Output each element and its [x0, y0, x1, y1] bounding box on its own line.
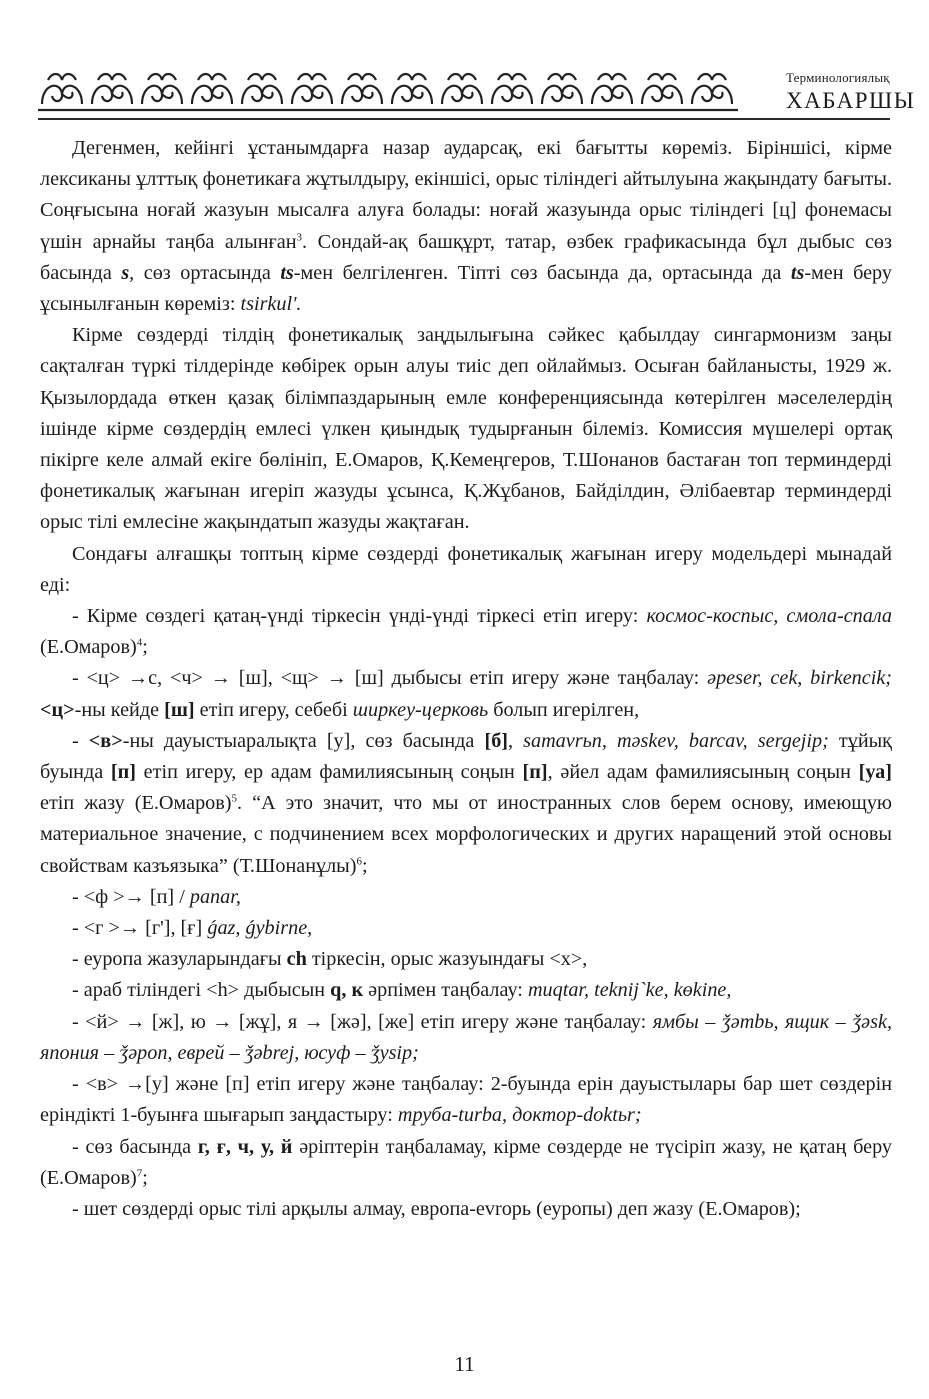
text-run: - сөз басында	[72, 1135, 198, 1158]
text-run: әpeser, cek, birkencik;	[707, 667, 893, 690]
text-run: tsirkul'.	[240, 293, 302, 316]
paragraph	[40, 1132, 892, 1194]
text-run: әріптерін таңбаламау, кірме сөздерде не түсіріп жазу, не қатаң беру (Е.Омаров)	[40, 1135, 892, 1189]
text-run: [п]	[522, 761, 548, 784]
ornament-motif	[592, 74, 632, 104]
text-run: s	[121, 261, 130, 284]
text-run: - еуропа жазуларындағы	[72, 948, 287, 971]
text-run: ;	[142, 1166, 148, 1189]
ornament-motif	[92, 74, 132, 104]
paragraph	[40, 133, 892, 320]
footnote-ref: 4	[136, 636, 143, 649]
text-run: -ны кейде	[74, 698, 165, 721]
ornament-motif	[342, 74, 382, 104]
text-run: тіркесін, орыс жазуындағы <х>,	[306, 948, 588, 971]
paragraph	[40, 539, 892, 601]
footnote-ref: 3	[296, 230, 303, 243]
journal-name-small: Терминологиялық	[786, 70, 890, 85]
ornament-motif	[642, 74, 682, 104]
text-run: . “А это значит, что мы от иностранных слов берем основу, имеющую материальное значение, с подчинением всех морфологических и других наращений этой основы свойствам казъязыка” (Т.Шонанұлы)	[40, 792, 893, 877]
page-number: 11	[454, 1352, 475, 1376]
header-rule	[38, 118, 890, 120]
text-run: ;	[361, 854, 368, 877]
paragraph	[40, 944, 892, 975]
text-run: -	[72, 729, 89, 752]
paragraph	[40, 975, 892, 1006]
text-run: г, ғ, ч, у, й	[197, 1135, 293, 1158]
text-run: -мен беру ұсынылғанын көреміз:	[40, 261, 892, 316]
text-run: muqtar, teknij`ke, kөkine,	[527, 979, 732, 1002]
text-run: космос-коспыс, смола-спала	[646, 605, 892, 628]
paragraph	[40, 663, 892, 725]
text-run: ,	[508, 729, 524, 752]
text-run: ts	[280, 261, 294, 284]
footnote-ref: 5	[231, 792, 238, 805]
ornament-motif	[542, 74, 582, 104]
ornament-motif	[442, 74, 482, 104]
text-run: ǵaz, ǵybirne,	[207, 917, 313, 940]
text-run: (Е.Омаров)	[40, 636, 137, 659]
paragraph	[40, 726, 892, 882]
text-run: [п]	[110, 761, 136, 784]
footnote-ref: 6	[356, 854, 362, 867]
kazakh-ornament-border	[38, 66, 738, 116]
journal-name-large: ХАБАРШЫ	[786, 88, 916, 113]
text-run: - <г >→ [г'], [ғ]	[72, 917, 208, 940]
text-run: -мен белгіленген. Тіпті сөз басында да, ортасында да	[293, 261, 791, 284]
text-run: тұйық буында	[40, 729, 892, 784]
ornament-motif	[492, 74, 532, 104]
paragraph	[40, 882, 892, 913]
text-run: Сондағы алғашқы топтың кірме сөздерді фонетикалық жағынан игеру модельдері мынадай еді:	[40, 542, 892, 596]
text-run: Кірме сөздерді тілдің фонетикалық заңдылығына сәйкес қабылдау сингармонизм заңы сақталған түркі тілдерінде көбірек орын алуы тиіс деп ойлаймыз. Осыған байланысты, 1929 ж. Қызылордада өткен қазақ білімпаздарының емле конференциясында көтерілген мәселелердің ішінде кірме сөздердің емлесі үлкен қиындық тудырғанын білеміз. Комиссия мүшелері ортақ пікірге келе алмай екіге бөлініп, Е.Омаров, Қ.Кемеңгеров, Т.Шонанов бастаған топ терминдерді фонетикалық жағынан игеріп жазуды ұсынса, Қ.Жұбанов, Байділдин, Әлібаевтар терминдерді орыс тілі емлесіне жақындатып жазуды жақтаған.	[40, 324, 892, 534]
text-run: - <в> →[у] және [п] етіп игеру және таңбалау: 2-буында ерін дауыстылары бар шет сөздерін еріндікті 1-буынға шығарып заңдастыру:	[40, 1073, 892, 1127]
ornament-motif	[392, 74, 432, 104]
text-run: ts	[790, 261, 805, 284]
text-run: - <ф >→ [п] /	[72, 885, 190, 908]
footnote-ref: 7	[136, 1166, 143, 1179]
text-run: - <й> → [ж], ю → [жұ], я → [жә], [же] етіп игеру және таңбалау:	[72, 1010, 653, 1033]
text-run: болып игерілген,	[488, 698, 640, 721]
paragraph	[40, 1007, 892, 1069]
text-run: [ш]	[164, 698, 195, 721]
paragraph	[40, 320, 892, 538]
text-run: ch	[286, 948, 307, 971]
text-run: panar,	[189, 885, 241, 908]
text-run: ;	[142, 636, 148, 659]
text-run: труба-turba, доктор-doktьr;	[397, 1104, 642, 1127]
text-run: <в>	[88, 729, 123, 752]
ornament-motif	[242, 74, 282, 104]
text-run: Дегенмен, кейінгі ұстанымдарға назар аударсақ, екі бағытты көреміз. Біріншісі, кірме лексиканы ұлттық фонетикаға жұтылдыру, екіншісі, орыс тіліндегі айтылуына жақындату бағыты. Соңғысына ноғай жазуын мысалға алуға болады: ноғай жазуында орыс тіліндегі [ц] фонемасы үшін арнайы таңба алынған	[40, 137, 892, 253]
text-run: -ны дауыстыаралықта [у], сөз басында	[122, 729, 485, 752]
text-run: , сөз ортасында	[129, 261, 281, 284]
text-run: ширкеу-церковь	[352, 698, 489, 721]
ornament-motif	[292, 74, 332, 104]
text-run: - шет сөздерді орыс тілі арқылы алмау, европа-evrорь (еуропы) деп жазу (Е.Омаров);	[72, 1197, 801, 1220]
paragraph	[40, 1069, 892, 1131]
ornament-motif	[142, 74, 182, 104]
text-run: q, к	[330, 979, 364, 1002]
text-run: етіп игеру, себебі	[194, 698, 353, 721]
text-run: - араб тіліндегі <h> дыбысын	[72, 979, 331, 1002]
journal-header	[38, 62, 916, 120]
ornament-motif	[692, 74, 732, 104]
text-run: әрпімен таңбалау:	[363, 979, 528, 1002]
text-run: . Сондай-ақ башқұрт, татар, өзбек графикасында бұл дыбыс сөз басында	[40, 230, 892, 284]
paragraph	[40, 601, 892, 663]
text-run: - Кірме сөздегі қатаң-үнді тіркесін үнді-үнді тіркесі етіп игеру:	[72, 605, 647, 628]
article-body	[40, 133, 892, 1225]
text-run: етіп жазу (Е.Омаров)	[40, 792, 232, 815]
ornament-motif	[42, 74, 82, 104]
text-run: ямбы – ǯәmbь, ящик – ǯәsk, япония – ǯәpon, еврей – ǯәbrej, юсуф – ǯysip;	[40, 1010, 892, 1064]
text-run: [уа]	[858, 761, 892, 784]
text-run: етіп игеру, ер адам фамилиясының соңын	[135, 761, 523, 784]
ornament-motif	[192, 74, 232, 104]
paragraph	[40, 1194, 892, 1225]
paragraph	[40, 913, 892, 944]
text-run: samavrьn, mәskev, barcav, sergejip;	[523, 729, 829, 752]
text-run: [б]	[484, 729, 509, 752]
text-run: , әйел адам фамилиясының соңын	[547, 761, 859, 784]
text-run: <ц>	[40, 698, 75, 721]
text-run: - <ц> →с, <ч> → [ш], <щ> → [ш] дыбысы етіп игеру және таңбалау:	[72, 667, 708, 690]
